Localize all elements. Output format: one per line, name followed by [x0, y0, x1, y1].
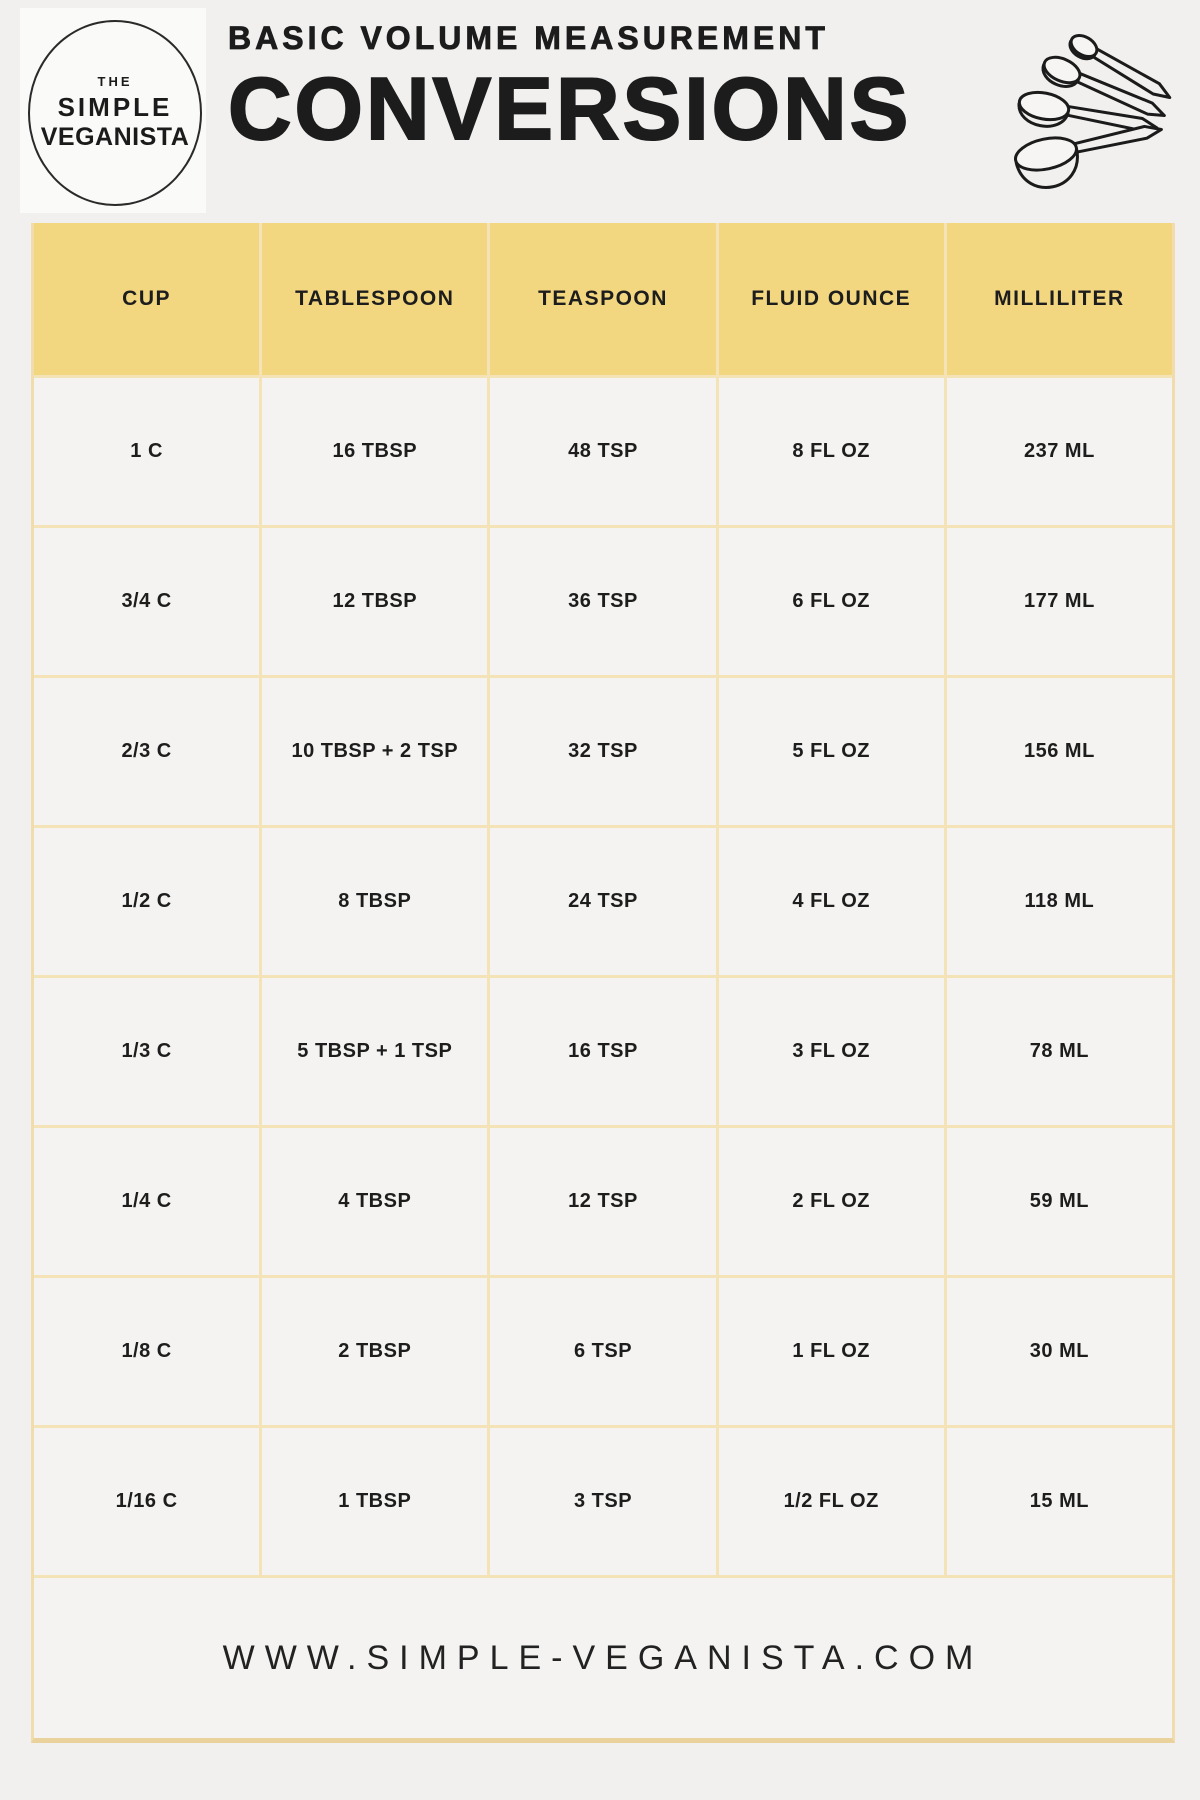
- cell-ml: 59 ML: [947, 1128, 1172, 1275]
- cell-tbsp: 8 TBSP: [262, 828, 487, 975]
- page-title-line2: CONVERSIONS: [228, 59, 912, 158]
- cell-ml: 156 ML: [947, 678, 1172, 825]
- column-header-teaspoon: TEASPOON: [490, 223, 715, 375]
- cell-ml: 177 ML: [947, 528, 1172, 675]
- cell-cup: 3/4 C: [34, 528, 259, 675]
- cell-fl-oz: 3 FL OZ: [719, 978, 944, 1125]
- cell-fl-oz: 8 FL OZ: [719, 378, 944, 525]
- cell-tsp: 3 TSP: [490, 1428, 715, 1575]
- cell-ml: 78 ML: [947, 978, 1172, 1125]
- cell-tsp: 12 TSP: [490, 1128, 715, 1275]
- cell-cup: 1/2 C: [34, 828, 259, 975]
- cell-ml: 30 ML: [947, 1278, 1172, 1425]
- cell-cup: 1 C: [34, 378, 259, 525]
- column-header-fluid-ounce: FLUID OUNCE: [719, 223, 944, 375]
- cell-ml: 237 ML: [947, 378, 1172, 525]
- cell-fl-oz: 6 FL OZ: [719, 528, 944, 675]
- logo-text-simple: SIMPLE: [57, 92, 173, 123]
- cell-ml: 15 ML: [947, 1428, 1172, 1575]
- cell-cup: 1/3 C: [34, 978, 259, 1125]
- cell-tbsp: 12 TBSP: [262, 528, 487, 675]
- cell-tbsp: 4 TBSP: [262, 1128, 487, 1275]
- logo-text-the: THE: [97, 74, 133, 90]
- cell-cup: 1/8 C: [34, 1278, 259, 1425]
- cell-tsp: 32 TSP: [490, 678, 715, 825]
- cell-tsp: 36 TSP: [490, 528, 715, 675]
- cell-ml: 118 ML: [947, 828, 1172, 975]
- column-header-tablespoon: TABLESPOON: [262, 223, 487, 375]
- cell-tsp: 6 TSP: [490, 1278, 715, 1425]
- website-url: WWW.SIMPLE-VEGANISTA.COM: [34, 1578, 1172, 1738]
- cell-cup: 1/16 C: [34, 1428, 259, 1575]
- column-header-milliliter: MILLILITER: [947, 223, 1172, 375]
- cell-tbsp: 10 TBSP + 2 TSP: [262, 678, 487, 825]
- column-header-cup: CUP: [34, 223, 259, 375]
- cell-fl-oz: 1 FL OZ: [719, 1278, 944, 1425]
- page-title: [228, 20, 912, 158]
- brand-logo-circle: [28, 20, 202, 206]
- cell-tsp: 48 TSP: [490, 378, 715, 525]
- page-title-line1: BASIC VOLUME MEASUREMENT: [228, 20, 829, 56]
- cell-tbsp: 16 TBSP: [262, 378, 487, 525]
- logo-text-veganista: VEGANISTA: [40, 123, 190, 152]
- brand-logo: [20, 8, 206, 213]
- cell-fl-oz: 1/2 FL OZ: [719, 1428, 944, 1575]
- cell-fl-oz: 5 FL OZ: [719, 678, 944, 825]
- cell-tbsp: 1 TBSP: [262, 1428, 487, 1575]
- cell-tsp: 16 TSP: [490, 978, 715, 1125]
- conversion-table: [31, 223, 1175, 1743]
- cell-tbsp: 5 TBSP + 1 TSP: [262, 978, 487, 1125]
- measuring-spoons-icon: [876, 4, 1186, 194]
- cell-fl-oz: 2 FL OZ: [719, 1128, 944, 1275]
- cell-cup: 2/3 C: [34, 678, 259, 825]
- cell-tsp: 24 TSP: [490, 828, 715, 975]
- cell-cup: 1/4 C: [34, 1128, 259, 1275]
- cell-tbsp: 2 TBSP: [262, 1278, 487, 1425]
- cell-fl-oz: 4 FL OZ: [719, 828, 944, 975]
